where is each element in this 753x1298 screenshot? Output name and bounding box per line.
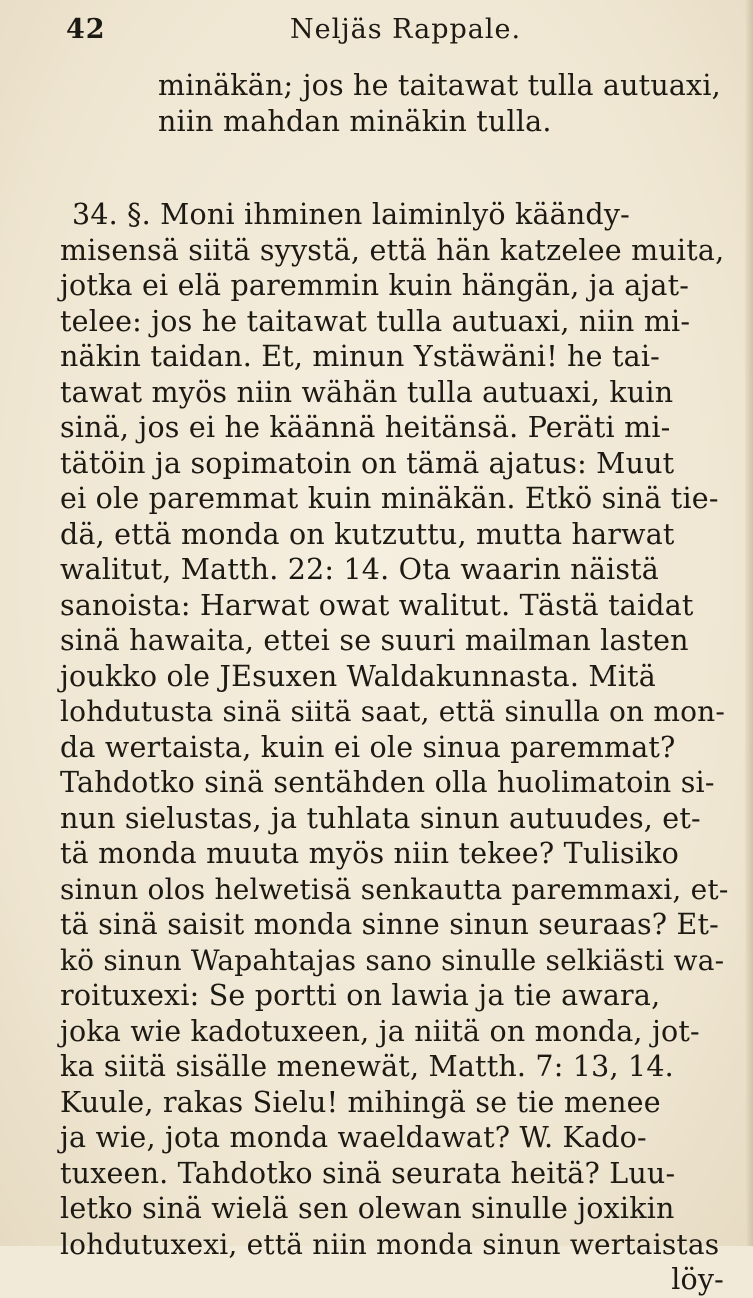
text-line: sinun olos helwetisä senkautta paremmaxi, et- (60, 872, 729, 906)
text-line: tä sinä saisit monda sinne sinun seuraas? Et- (60, 908, 720, 941)
text-line: dä, että monda on kutzuttu, mutta harwat (60, 517, 675, 551)
text-line: lohdutusta sinä siitä saat, että sinulla on mon- (60, 695, 726, 728)
text-line: Tahdotko sinä sentähden olla huolimatoin si- (60, 766, 715, 799)
text-line: tätöin ja sopimatoin on tämä ajatus: Muut (60, 446, 675, 480)
text-line: nun sielustas, ja tuhlata sinun autuudes, et- (60, 801, 701, 835)
catchword: löy- (671, 1263, 724, 1296)
text-line: roituxexi: Se portti on lawia ja tie awara, (60, 979, 661, 1012)
text-line: sanoista: Harwat owat walitut. Tästä taidat (60, 588, 694, 622)
body-text (60, 68, 730, 1298)
text-line: sinä hawaita, ettei se suuri mailman lasten (60, 624, 689, 657)
text-line: kö sinun Wapahtajas sano sinulle selkiästi wa- (60, 943, 725, 977)
text-line: ka siitä sisälle menewät, Matth. 7: 13, 14. (60, 1050, 674, 1083)
text-line: joka wie kadotuxeen, ja niitä on monda, jot- (60, 1014, 700, 1048)
text-line: sinä, jos ei he käännä heitänsä. Peräti mi- (60, 411, 671, 444)
text-line: minäkän; jos he taitawat tulla autuaxi, (158, 69, 721, 102)
text-line: näkin taidan. Et, minun Ystäwäni! he tai- (60, 340, 660, 373)
text-line: Kuule, rakas Sielu! mihingä se tie menee (60, 1085, 661, 1119)
page-edge (745, 0, 753, 1246)
page-header (0, 14, 753, 54)
text-line: tuxeen. Tahdotko sinä seurata heitä? Luu- (60, 1156, 676, 1190)
text-line: ja wie, jota monda waeldawat? W. Kado- (60, 1121, 647, 1154)
text-line: telee: jos he taitawat tulla autuaxi, niin mi- (60, 304, 691, 338)
paragraph-gap (60, 139, 730, 197)
text-line: ei ole paremmat kuin minäkän. Etkö sinä tie- (60, 482, 719, 515)
text-line: letko sinä wielä sen olewan sinulle joxikin (60, 1192, 675, 1225)
text-line: jotka ei elä paremmin kuin hängän, ja ajat- (60, 269, 690, 302)
page-number: 42 (66, 14, 106, 45)
running-head: Neljäs Rappale. (290, 14, 522, 45)
text-line: da wertaista, kuin ei ole sinua paremmat? (60, 730, 676, 764)
text-line: tä monda muuta myös niin tekee? Tulisiko (60, 837, 679, 870)
text-line: tawat myös niin wähän tulla autuaxi, kuin (60, 375, 674, 409)
text-line: niin mahdan minäkin tulla. (158, 104, 552, 138)
text-line: lohdutuxexi, että niin monda sinun wertaistas (60, 1227, 720, 1261)
text-line: walitut, Matth. 22: 14. Ota waarin näistä (60, 553, 659, 586)
text-line: joukko ole JEsuxen Waldakunnasta. Mitä (60, 659, 656, 693)
text-line: misensä siitä syystä, että hän katzelee muita, (60, 233, 725, 267)
section-start-line: 34. §. Moni ihminen laiminlyö käändy- (72, 198, 631, 231)
